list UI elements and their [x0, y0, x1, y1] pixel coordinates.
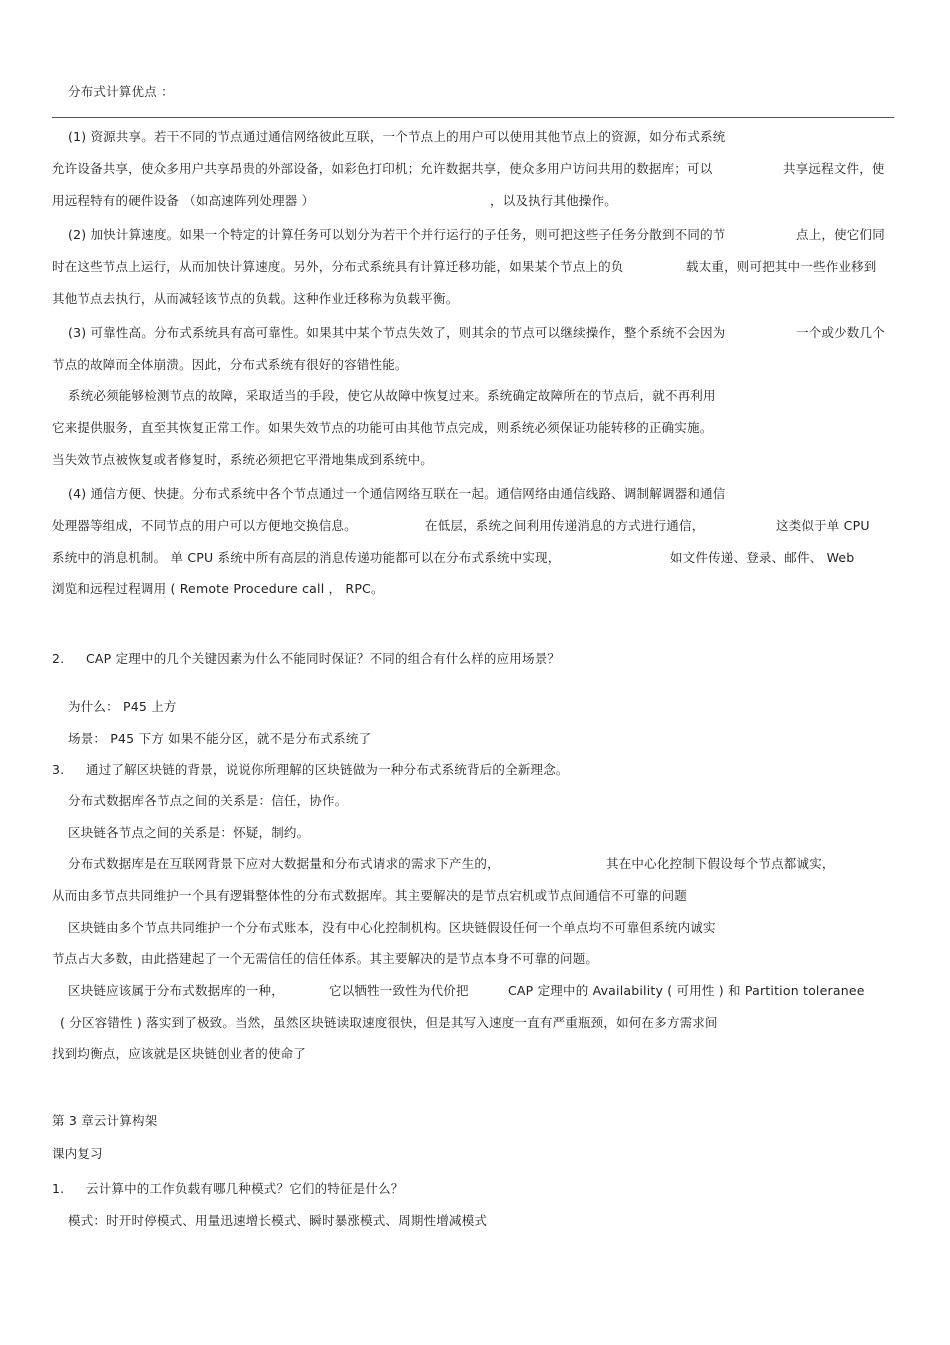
q3-answer-5-line-3: 找到均衡点，应该就是区块链创业者的使命了: [52, 1046, 307, 1061]
q3-answer-4-line-2: 节点占大多数，由此搭建起了一个无需信任的信任体系。其主要解决的是节点本身不可靠的问题。: [52, 951, 599, 966]
q2-answer-scene: 场景： P45 下方 如果不能分区，就不是分布式系统了: [68, 731, 372, 746]
para-4-line-3-end: 如文件传递、登录、邮件、 Web: [670, 550, 855, 565]
q2-answer-why: 为什么： P45 上方: [68, 699, 177, 714]
ch3-q1-answer: 模式：时开时停模式、用量迅速增长模式、瞬时暴涨模式、周期性增减模式: [68, 1213, 488, 1228]
para-4-line-2-end: 这类似于单 CPU: [776, 518, 870, 533]
para-2-line-2-end: 载太重，则可把其中一些作业移到: [686, 259, 877, 274]
q3-answer-2: 区块链各节点之间的关系是：怀疑，制约。: [68, 825, 310, 840]
para-1-line-3: 用远程特有的硬件设备 （如高速阵列处理器 ）: [52, 193, 315, 208]
q3-answer-1: 分布式数据库各节点之间的关系是：信任，协作。: [68, 793, 348, 808]
para-1-line-2: 允许设备共享，使众多用户共享昂贵的外部设备，如彩色打印机；允许数据共享，使众多用户访问共用的数据库；可以: [52, 161, 713, 176]
para-2-line-2: 时在这些节点上运行，从而加快计算速度。另外，分布式系统具有计算迁移功能，如果某个节点上的负: [52, 259, 624, 274]
para-4-line-4: 浏览和远程过程调用 ( Remote Procedure call ， RPC。: [52, 581, 384, 596]
q3-answer-4-line-1: 区块链由多个节点共同维护一个分布式账本，没有中心化控制机构。区块链假设任何一个单点均不可靠但系统内诚实: [68, 920, 716, 935]
q2-text: CAP 定理中的几个关键因素为什么不能同时保证？不同的组合有什么样的应用场景？: [86, 651, 561, 666]
para-1-line-3-end: ，以及执行其他操作。: [490, 193, 618, 208]
q3-answer-5-part-2: 它以牺牲一致性为代价把: [329, 983, 469, 998]
para-2-line-3: 其他节点去执行，从而减轻该节点的负载。这种作业迁移称为负载平衡。: [52, 291, 459, 306]
section-review: 课内复习: [52, 1146, 103, 1161]
q3-answer-5-part-3: CAP 定理中的 Availability ( 可用性 ) 和 Partition toleranee: [508, 983, 865, 998]
q3-answer-3-start: 分布式数据库是在互联网背景下应对大数据量和分布式请求的需求下产生的，: [68, 856, 500, 871]
ch3-q1-text: 云计算中的工作负载有哪几种模式？它们的特征是什么？: [86, 1181, 404, 1196]
q3-answer-3-line-2: 从而由多节点共同维护一个具有逻辑整体性的分布式数据库。其主要解决的是节点宕机或节点间通信不可靠的问题: [52, 888, 688, 903]
para-1-line-1: (1) 资源共享。若干不同的节点通过通信网络彼此互联，一个节点上的用户可以使用其他节点上的资源，如分布式系统: [68, 129, 726, 144]
para-1-line-2-end: 共享远程文件，使: [783, 161, 885, 176]
q2-number: 2.: [52, 651, 65, 666]
ch3-q1-number: 1.: [52, 1181, 65, 1196]
para-3-line-4: 它来提供服务，直至其恢复正常工作。如果失效节点的功能可由其他节点完成，则系统必须保证功能转移的正确实施。: [52, 420, 713, 435]
para-3-line-1: (3) 可靠性高。分布式系统具有高可靠性。如果其中某个节点失效了，则其余的节点可以继续操作，整个系统不会因为: [68, 325, 726, 340]
q3-answer-5-part-1: 区块链应该属于分布式数据库的一种，: [68, 983, 284, 998]
horizontal-rule: [52, 117, 894, 118]
para-2-line-1-end: 点上，使它们同: [796, 227, 885, 242]
para-3-line-3: 系统必须能够检测节点的故障，采取适当的手段，使它从故障中恢复过来。系统确定故障所在的节点后，就不再利用: [68, 388, 716, 403]
para-2-line-1: (2) 加快计算速度。如果一个特定的计算任务可以划分为若干个并行运行的子任务，则可把这些子任务分散到不同的节: [68, 227, 726, 242]
para-4-line-3: 系统中的消息机制。 单 CPU 系统中所有高层的消息传递功能都可以在分布式系统中实现，: [52, 550, 561, 565]
q3-answer-5-line-2: ( 分区容错性 ) 落实到了极致。当然，虽然区块链读取速度很快，但是其写入速度一直有严重瓶颈，如何在多方需求间: [60, 1015, 718, 1030]
q3-number: 3.: [52, 762, 65, 777]
para-3-line-1-end: 一个或少数几个: [796, 325, 885, 340]
heading: 分布式计算优点 ：: [68, 84, 174, 99]
para-4-line-1: (4) 通信方便、快捷。分布式系统中各个节点通过一个通信网络互联在一起。通信网络由通信线路、调制解调器和通信: [68, 486, 726, 501]
q3-answer-3-end: 其在中心化控制下假设每个节点都诚实，: [606, 856, 835, 871]
chapter-title: 第 3 章云计算构架: [52, 1113, 158, 1128]
para-3-line-2: 节点的故障而全体崩溃。因此，分布式系统有很好的容错性能。: [52, 357, 408, 372]
q3-text: 通过了解区块链的背景，说说你所理解的区块链做为一种分布式系统背后的全新理念。: [86, 762, 569, 777]
para-4-line-2: 处理器等组成，不同节点的用户可以方便地交换信息。: [52, 518, 357, 533]
para-4-line-2-mid: 在低层，系统之间利用传递消息的方式进行通信，: [425, 518, 705, 533]
para-3-line-5: 当失效节点被恢复或者修复时，系统必须把它平滑地集成到系统中。: [52, 452, 434, 467]
